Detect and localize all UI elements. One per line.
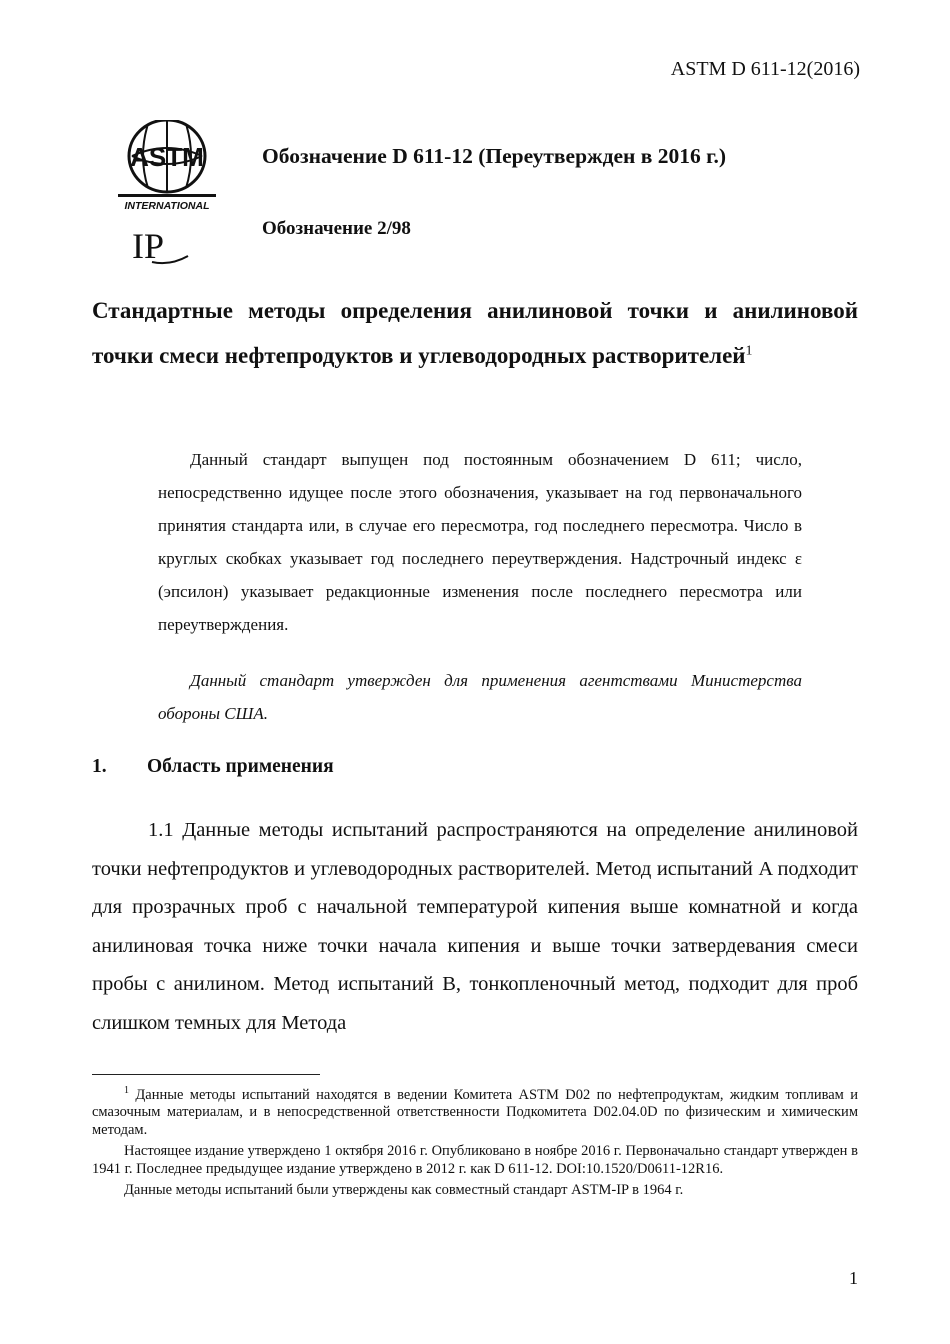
footnote-3: Данные методы испытаний были утверждены как совместный стандарт ASTM-IP в 1964 г. xyxy=(124,1182,684,1199)
footnote-1-text: Данные методы испытаний находятся в ведении Комитета ASTM D02 по нефтепродуктам, жидким топливам и смазочным материалам, и в непосредственной ответственности Подкомитета D02.04.0D по физическим и химическим методам. xyxy=(92,1086,858,1138)
svg-text:IP: IP xyxy=(132,226,165,266)
title-footnote-ref[interactable]: 1 xyxy=(745,343,753,359)
section-number: 1. xyxy=(92,756,107,777)
standard-notice: Данный стандарт выпущен под постоянным обозначением D 611; число, непосредственно идущее после этого обозначения, указывает на год первоначального принятия стандарта или, в случае его пересмотра, год последнего пересмотра. Число в круглых скобках указывает год последнего переутверждения. Надстрочный индекс ε (эпсилон) указывает редакционные изменения после последнего пересмотра или переутверждения. xyxy=(158,450,802,634)
page-number: 1 xyxy=(849,1268,858,1288)
astm-logo xyxy=(118,120,216,212)
paragraph-1-1: 1.1 Данные методы испытаний распространяются на определение анилиновой точки нефтепродуктов и углеводородных растворителей. Метод испытаний A подходит для прозрачных проб с начальной температурой кипения выше комнатной и когда анилиновая точка ниже точки начала кипения и выше точки затвердевания смеси пробы с анилином. Метод испытаний B, тонкопленочный метод, подходит для проб слишком темных для Метода xyxy=(92,819,858,1034)
ip-logo xyxy=(130,226,190,266)
footnote-marker: 1 xyxy=(124,1085,129,1096)
footnote-1 xyxy=(92,1082,858,1139)
logo-group xyxy=(118,120,218,266)
designation-ip: Обозначение 2/98 xyxy=(262,218,411,239)
section-heading xyxy=(92,756,334,778)
title-text: Стандартные методы определения анилиновой точки и анилиновой точки смеси нефтепродуктов и углеводородных растворителей xyxy=(92,298,858,368)
svg-text:INTERNATIONAL: INTERNATIONAL xyxy=(124,200,210,212)
document-code: ASTM D 611-12(2016) xyxy=(670,58,860,80)
footnote-divider xyxy=(92,1074,320,1075)
footnotes xyxy=(92,1082,858,1204)
section-title: Область применения xyxy=(147,756,334,777)
svg-text:ASTM: ASTM xyxy=(130,142,204,172)
footnote-2: Настоящее издание утверждено 1 октября 2016 г. Опубликовано в ноябре 2016 г. Первоначально стандарт утвержден в 1941 г. Последнее предыдущее издание утверждено в 2012 г. как D 611-12. DOI:10.1520/D0611-12R16. xyxy=(92,1143,858,1177)
approval-statement: Данный стандарт утвержден для применения агентствами Министерства обороны США. xyxy=(158,671,802,723)
document-title xyxy=(92,288,858,378)
designation-title: Обозначение D 611-12 (Переутвержден в 2016 г.) xyxy=(262,144,727,168)
